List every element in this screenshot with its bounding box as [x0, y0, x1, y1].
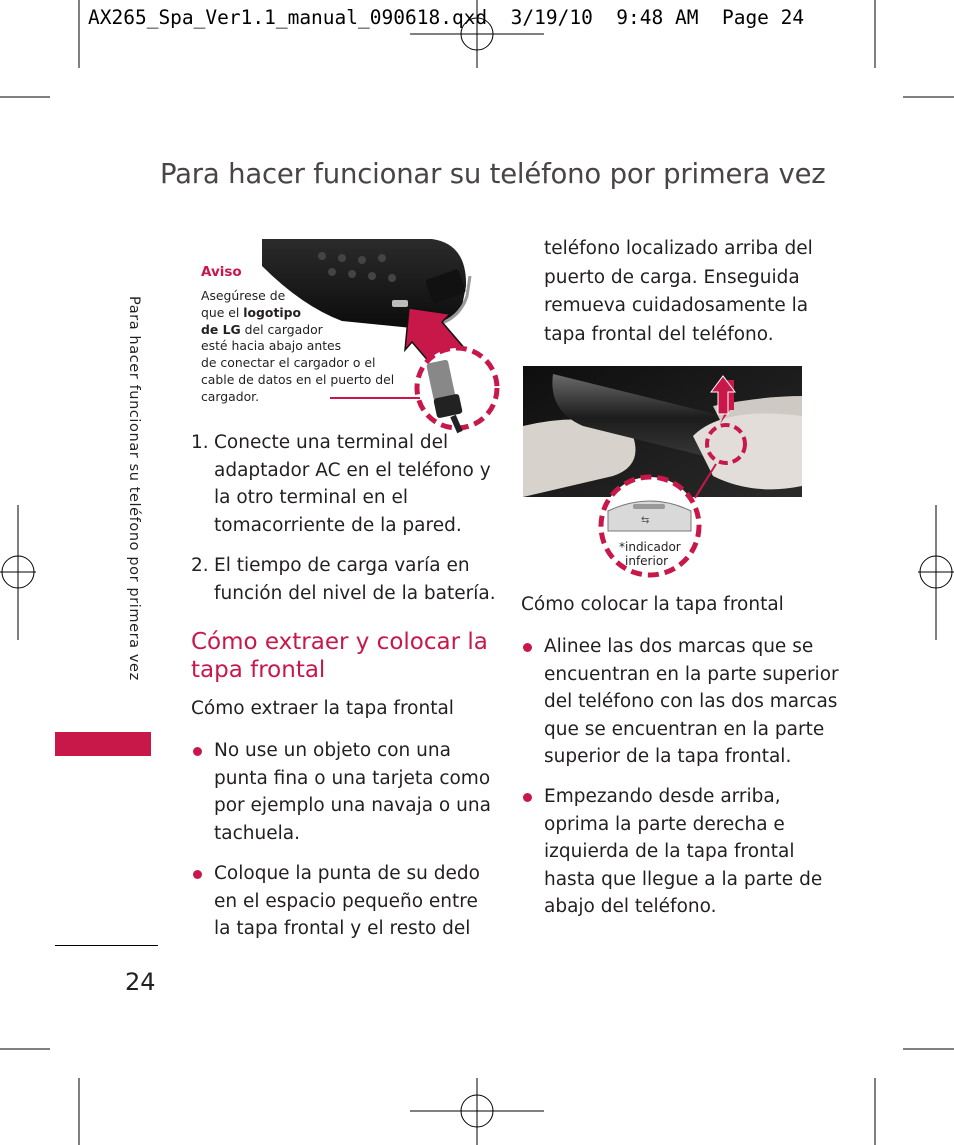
continued-text: teléfono localizado arriba del puerto de carga. Enseguida remueva cuidadosamente la tapa frontal del teléfono. — [544, 238, 813, 345]
attach-cover-heading: Cómo colocar la tapa frontal — [521, 594, 784, 615]
step-2: 2. El tiempo de carga varía en función del nivel de la batería. — [191, 555, 496, 604]
step-1: 1. Conecte una terminal del adaptador AC en el teléfono y la otro terminal en el tomacorriente de la pared. — [191, 432, 491, 536]
svg-text:⇆: ⇆ — [641, 515, 650, 526]
attach-bullet-1: Alinee las dos marcas que se encuentran en la parte superior del teléfono con las dos marcas que se encuentran en la parte superior de la tapa frontal. — [521, 633, 831, 775]
side-header: Para hacer funcionar su teléfono por primera vez — [126, 296, 142, 681]
remove-cover-heading: Cómo extraer la tapa frontal — [191, 698, 454, 719]
aviso-heading: Aviso — [201, 264, 242, 280]
section-heading: Cómo extraer y colocar la tapa frontal — [191, 629, 488, 683]
remove-bullet-1: No use un objeto con una punta fina o una tarjeta como por ejemplo una navaja o una tachuela. — [191, 737, 491, 852]
sidebar-accent-bar — [55, 732, 151, 756]
indicator-label: *indicador inferior — [619, 540, 681, 568]
bullet-dot — [523, 793, 532, 802]
page-title: Para hacer funcionar su teléfono por primera vez — [160, 158, 826, 190]
page-number: 24 — [125, 968, 156, 996]
file-slug: AX265_Spa_Ver1.1_manual_090618.qxd 3/19/10 9:48 AM Page 24 — [88, 6, 805, 29]
bullet-dot — [523, 643, 532, 652]
bullet-dot — [193, 870, 202, 879]
page-number-rule — [55, 945, 158, 946]
bullet-dot — [193, 747, 202, 756]
aviso-text: Asegúrese de que el logotipo de LG del cargador esté hacia abajo antes de conectar el cargador o el cable de datos en el puerto del cargador. — [201, 288, 395, 404]
attach-bullet-2: Empezando desde arriba, oprima la parte derecha e izquierda de la tapa frontal hasta que llegue a la parte de abajo del teléfono. — [521, 783, 831, 925]
remove-bullet-2: Coloque la punta de su dedo en el espacio pequeño entre la tapa frontal y el resto del — [191, 860, 491, 950]
